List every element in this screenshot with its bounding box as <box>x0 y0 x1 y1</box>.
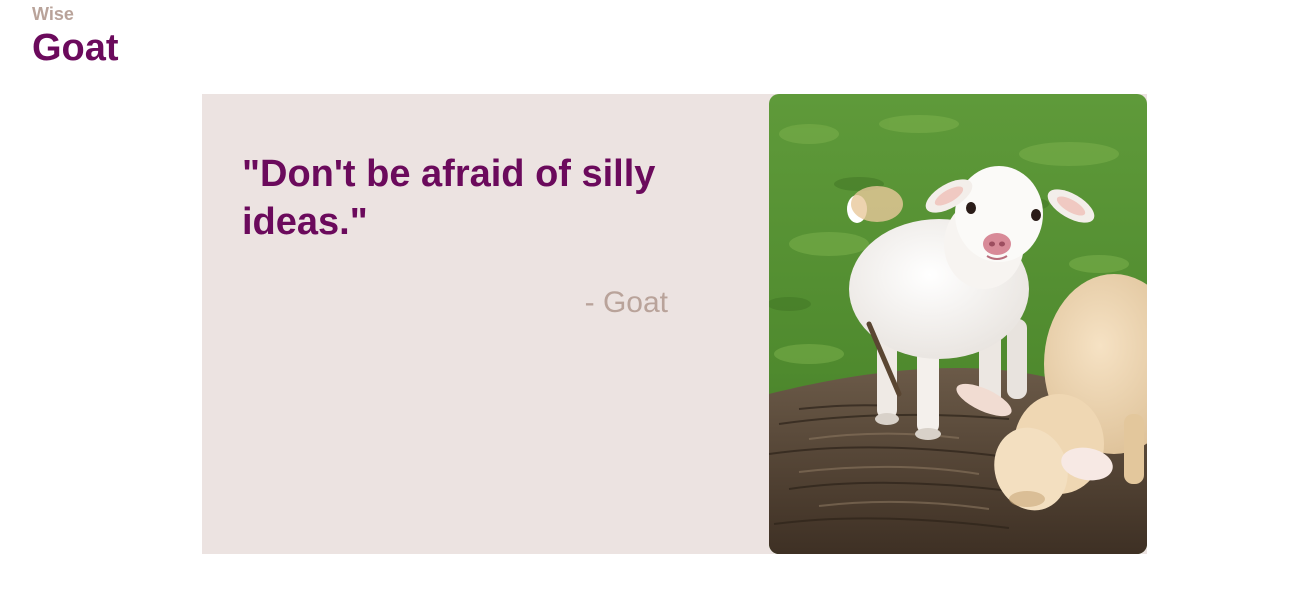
goat-photo <box>769 94 1147 554</box>
brand-small-text: Wise <box>32 4 74 24</box>
brand-logo[interactable] <box>32 4 119 70</box>
goat-photo-illustration <box>769 94 1147 554</box>
quote-author: - Goat <box>584 286 668 319</box>
brand-large-text: Goat <box>32 27 119 69</box>
quote-text: "Don't be afraid of silly ideas." <box>242 153 656 243</box>
quote-card <box>202 94 1147 554</box>
